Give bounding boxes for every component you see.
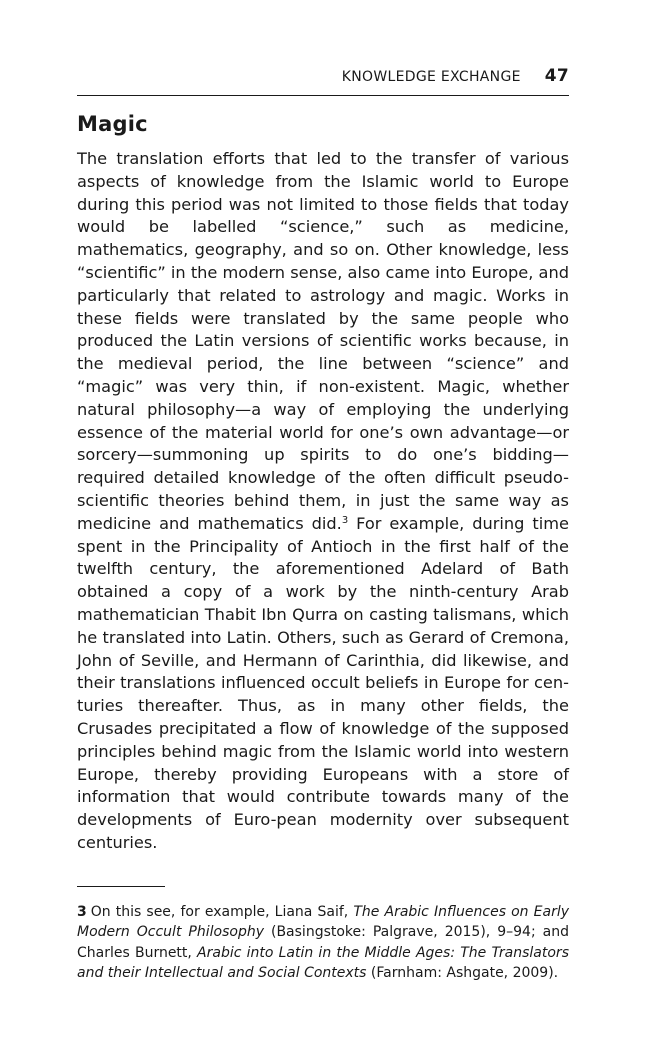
section-heading: Magic [77, 112, 148, 136]
footnote-title-2: Arabic into Latin in the Middle Ages: The Translators and their Intellectual and Social Contexts [77, 944, 569, 981]
page-number: 47 [544, 66, 569, 86]
running-header [77, 66, 569, 96]
footnote-reference[interactable]: 3 [341, 514, 349, 526]
footnote-text-c: (Farnham: Ashgate, 2009). [366, 964, 559, 981]
footnote-number: 3 [77, 904, 87, 920]
paragraph-part-2: For example, during time spent in the Principality of Antioch in the first half of the twelfth century, the aforementioned Adelard of Bath obtained a copy of a work by the ninth-century Arab mathematician Thabit Ibn Qurra on casting talismans, which he translated into Latin. Others, such as Gerard of Cremona, John of Seville, and Hermann of Carinthia, did likewise, and their translations influenced occult beliefs in Europe for cen-turies thereafter. Thus, as in many other fields, the Crusades precipitated a flow of knowledge of the supposed principles behind magic from the Islamic world into western Europe, thereby providing Europeans with a store of information that would contribute towards many of the developments of Euro-pean modernity over subsequent centuries. [77, 513, 569, 852]
footnote-text-b: (Basingstoke: Palgrave, 2015), 9–94; and Charles Burnett, [77, 924, 569, 961]
footnote-text-a: On this see, for example, Liana Saif, [90, 904, 354, 920]
footnote-divider [77, 886, 165, 887]
footnote-title-1: The Arabic Influences on Early Modern Occult Philosophy [77, 904, 570, 941]
paragraph-part-1: The translation efforts that led to the transfer of various aspects of knowledge from the Islamic world to Europe during this period was not limited to those fields that today would be labelled “science,” such as medicine, mathematics, geography, and so on. Other knowledge, less “scientific” in the modern sense, also came into Europe, and particularly that related to astrology and magic. Works in these fields were translated by the same people who produced the Latin versions of scientific works because, in the medieval period, the line between “science” and “magic” was very thin, if non-existent. Magic, whether natural philosophy—a way of employing the underlying essence of the material world for one’s own advantage—or sorcery—summoning up spirits to do one’s bidding—required detailed knowledge of the often difficult pseudo-scientific theories behind them, in just the same way as medicine and mathematics did. [77, 149, 569, 533]
running-title: KNOWLEDGE EXCHANGE [341, 69, 521, 85]
body-paragraph [77, 148, 569, 855]
footnote [77, 902, 569, 983]
